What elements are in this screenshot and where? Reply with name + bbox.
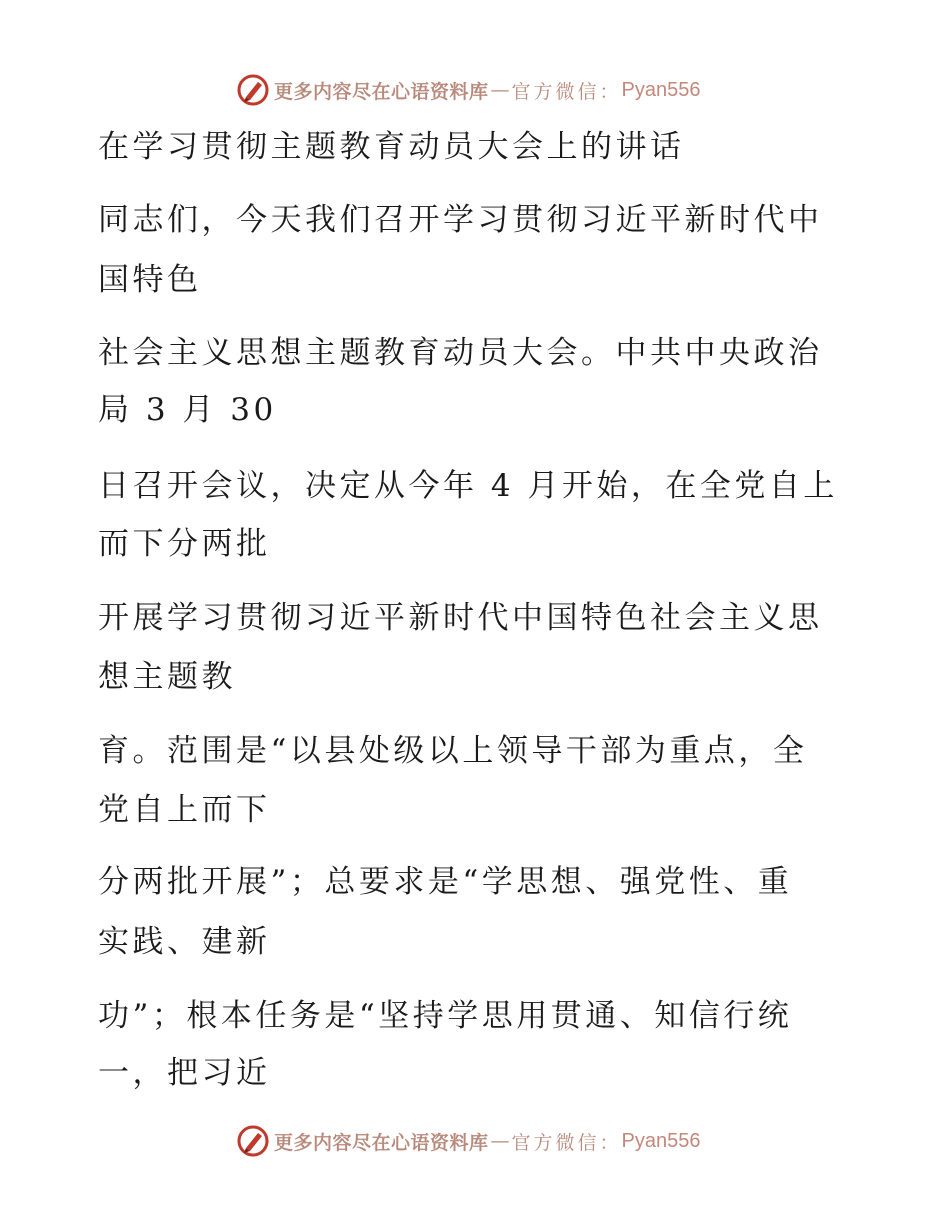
watermark-text: 更多内容尽在心语资料库 [274, 1131, 489, 1154]
pen-logo-icon [236, 73, 270, 107]
watermark-dash: — [490, 1130, 510, 1152]
watermark-official-label: 官方微信： [511, 1131, 622, 1154]
text-line: 开展学习贯彻习近平新时代中国特色社会主义思 [98, 600, 823, 636]
text-line: 社会主义思想主题教育动员大会。中共中央政治 [98, 335, 823, 371]
watermark-text: 更多内容尽在心语资料库 [274, 80, 489, 103]
text-line: 功”；根本任务是“坚持学思用贯通、知信行统 [98, 998, 793, 1034]
watermark-official-label: 官方微信： [511, 80, 622, 103]
watermark-wechat-id: Pyan556 [621, 78, 701, 101]
text-line: 育。范围是“以县处级以上领导干部为重点，全 [98, 733, 808, 769]
text-line: 日召开会议，决定从今年 4 月开始，在全党自上 [98, 468, 838, 504]
watermark-dash: — [490, 79, 510, 101]
header-watermark [236, 70, 701, 110]
text-line: 一，把习近 [98, 1055, 271, 1091]
text-line: 想主题教 [98, 659, 236, 695]
watermark-wechat-id: Pyan556 [621, 1129, 701, 1152]
text-line: 国特色 [98, 262, 202, 298]
text-line: 分两批开展”；总要求是“学思想、强党性、重 [98, 864, 793, 900]
pen-logo-icon [236, 1124, 270, 1158]
text-line: 局 3 月 30 [98, 392, 277, 428]
text-line: 而下分两批 [98, 526, 271, 562]
document-title: 在学习贯彻主题教育动员大会上的讲话 [98, 129, 685, 165]
text-line: 党自上而下 [98, 792, 271, 828]
text-line: 实践、建新 [98, 924, 271, 960]
footer-watermark [236, 1121, 701, 1161]
text-line: 同志们，今天我们召开学习贯彻习近平新时代中 [98, 202, 823, 238]
